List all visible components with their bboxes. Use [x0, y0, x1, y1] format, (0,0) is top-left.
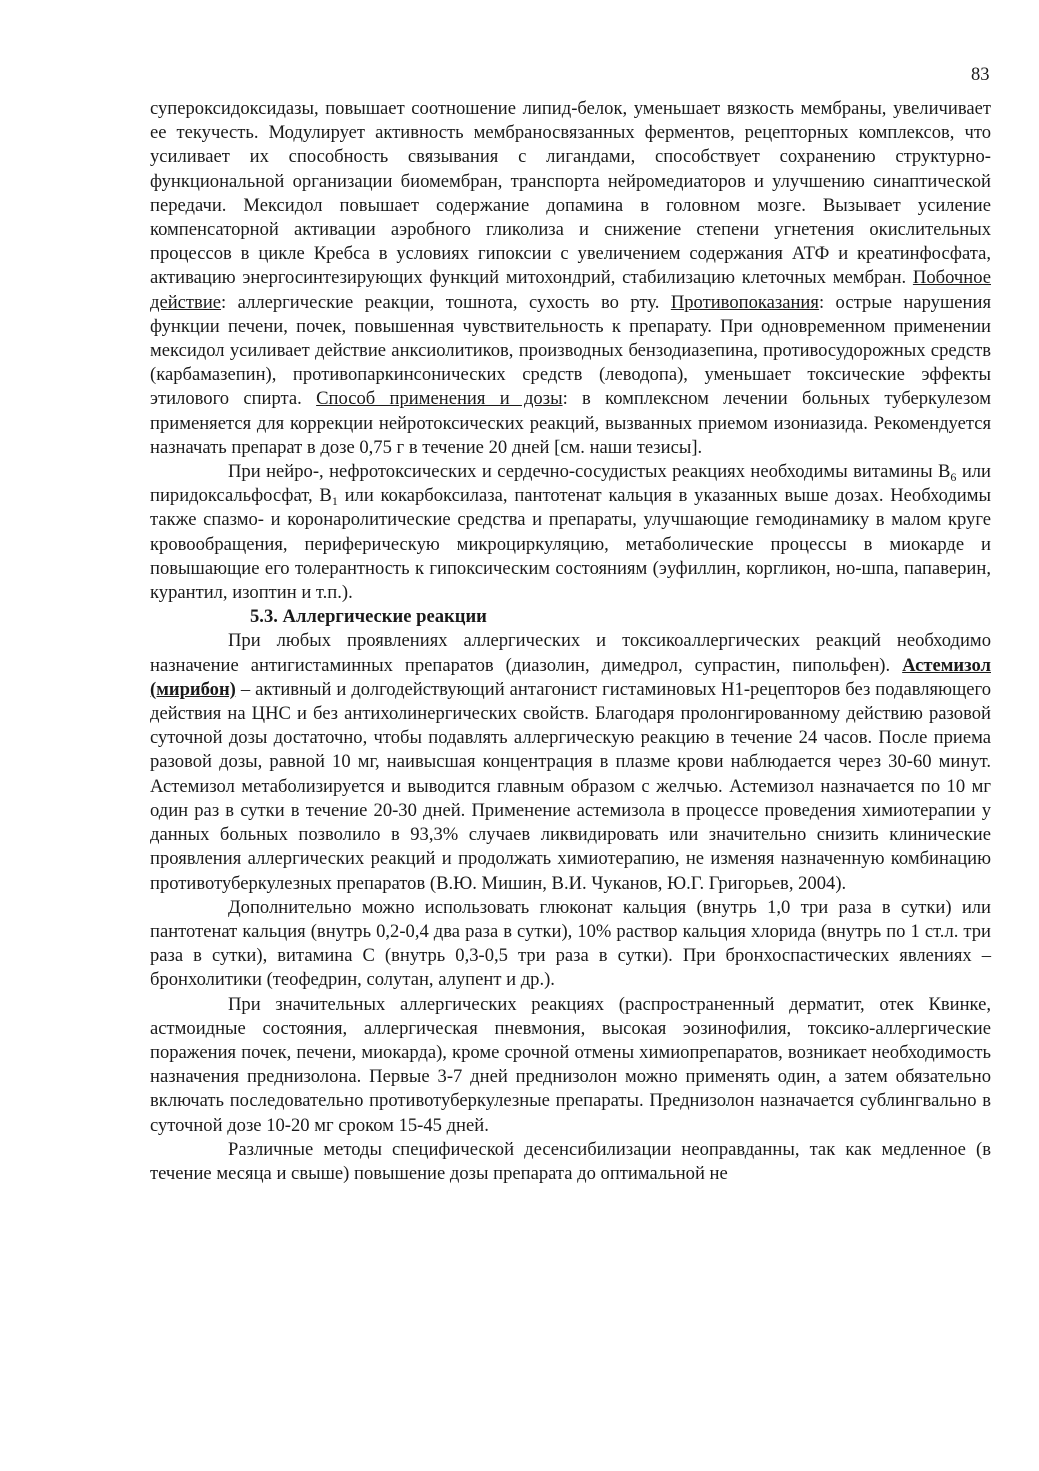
subscript: 6: [950, 470, 957, 485]
text-run: При нейро-, нефротоксических и сердечно-сосудистых реакциях необходимы витамины В: [228, 461, 951, 483]
text-run: или кокарбоксилаза, пантотенат кальция в указанных выше дозах. Необходимы также спазмо- и коронаролитические средства и препараты, улучшающие гемодинамику в малом круге кровообращения, периферическую микроциркуляцию, метаболические процессы в миокарде и повышающие его толерантность к гипоксическим состояниям (эуфиллин, коргликон, но-шпа, папаверин, курантил, изоптин и т.п.).: [150, 485, 992, 604]
text-run: супероксидоксидазы, повышает соотношение липид-белок, уменьшает вязкость мембраны, увеличивает ее текучесть. Модулирует активность мембраносвязанных ферментов, рецепторных комплексов, что усиливает их способность связывания с лигандами, способствует сохранению структурно-функциональной организации биомембран, транспорта нейромедиаторов и улучшению синаптической передачи. Мексидол повышает содержание допамина в головном мозге. Вызывает усиление компенсаторной активации аэробного гликолиза и снижение степени угнетения окислительных процессов в цикле Кребса в условиях гипоксии с увеличением содержания АТФ и креатинфосфата, активацию энергосинтезирующих функций митохондрий, стабилизацию клеточных мембран.: [150, 98, 991, 289]
text-run: : аллергические реакции, тошнота, сухость во рту.: [221, 291, 671, 313]
text-run: При любых проявлениях аллергических и токсикоаллергических реакций необходимо назначение антигистаминных препаратов (диазолин, димедрол, супрастин, пипольфен).: [150, 630, 991, 676]
subscript: 1: [331, 494, 338, 509]
paragraph-antihistamines: [150, 629, 991, 895]
paragraph-calcium: Дополнительно можно использовать глюконат кальция (внутрь 1,0 три раза в сутки) или пантотенат кальция (внутрь 0,2-0,4 два раза в сутки), 10% раствор кальция хлорида (внутрь по 1 ст.л. три раза в сутки), витамина С (внутрь 0,3-0,5 три раза в сутки). При бронхоспастических явлениях – бронхолитики (теофедрин, солутан, алупент и др.).: [150, 896, 991, 991]
text-run: или пиридоксальфосфат, В: [150, 461, 991, 507]
contraindications-label: Противопоказания: [670, 291, 819, 313]
text-run: : острые нарушения функции печени, почек, повышенная чувствительность к препарату. При одновременном применении мексидол усиливает действие анксиолитиков, производных бензодиазепина, противосудорожных средств (карбамазепин), противопаркинсонических средств (леводопа), уменьшает токсические эффекты этилового спирта.: [150, 291, 991, 410]
body-text: [150, 97, 991, 1186]
side-effects-label: Побочное действие: [150, 267, 991, 313]
dosage-label: Способ применения и дозы: [316, 388, 563, 410]
page-number: 83: [971, 65, 990, 85]
text-run: : в комплексном лечении больных туберкулезом применяется для коррекции нейротоксических реакций, вызванных приемом изониазида. Рекомендуется назначать препарат в дозе 0,75 г в течение 20 дней [см. наши тезисы].: [150, 388, 991, 458]
paragraph-prednisolone: При значительных аллергических реакциях (распространенный дерматит, отек Квинке, астмоидные состояния, аллергическая пневмония, высокая эозинофилия, токсико-аллергические поражения почек, печени, миокарда), кроме срочной отмены химиопрепаратов, возникает необходимость назначения преднизолона. Первые 3-7 дней преднизолон можно применять один, а затем обязательно включать последовательно противотуберкулезные препараты. Преднизолон назначается сублингвально в суточной дозе 10-20 мг сроком 15-45 дней.: [150, 993, 991, 1136]
paragraph-mexidol: [150, 97, 991, 460]
paragraph-vitamins: [150, 460, 991, 605]
section-heading: 5.3. Аллергические реакции: [250, 606, 487, 628]
drug-name-astemizole: Астемизол (мирибон): [150, 654, 991, 700]
paragraph-desensitization: Различные методы специфической десенсибилизации неоправданны, так как медленное (в течение месяца и свыше) повышение дозы препарата до оптимальной не: [150, 1138, 991, 1184]
text-run: – активный и долгодействующий антагонист гистаминовых Н1-рецепторов без подавляющего действия на ЦНС и без антихолинергических свойств. Благодаря пролонгированному действию разовой суточной дозы достаточно, чтобы подавлять аллергическую реакцию в течение 24 часов. После приема разовой дозы, равной 10 мг, наивысшая концентрация в плазме крови наблюдается через 30-60 минут. Астемизол метаболизируется и выводится главным образом с желчью. Астемизол назначается по 10 мг один раз в сутки в течение 20-30 дней. Применение астемизола в процессе проведения химиотерапии у данных больных позволило в 93,3% случаев ликвидировать или значительно снизить клинические проявления аллергических реакций и продолжать химиотерапию, не изменяя назначенную комбинацию противотуберкулезных препаратов (В.Ю. Мишин, В.И. Чуканов, Ю.Г. Григорьев, 2004).: [150, 678, 991, 894]
